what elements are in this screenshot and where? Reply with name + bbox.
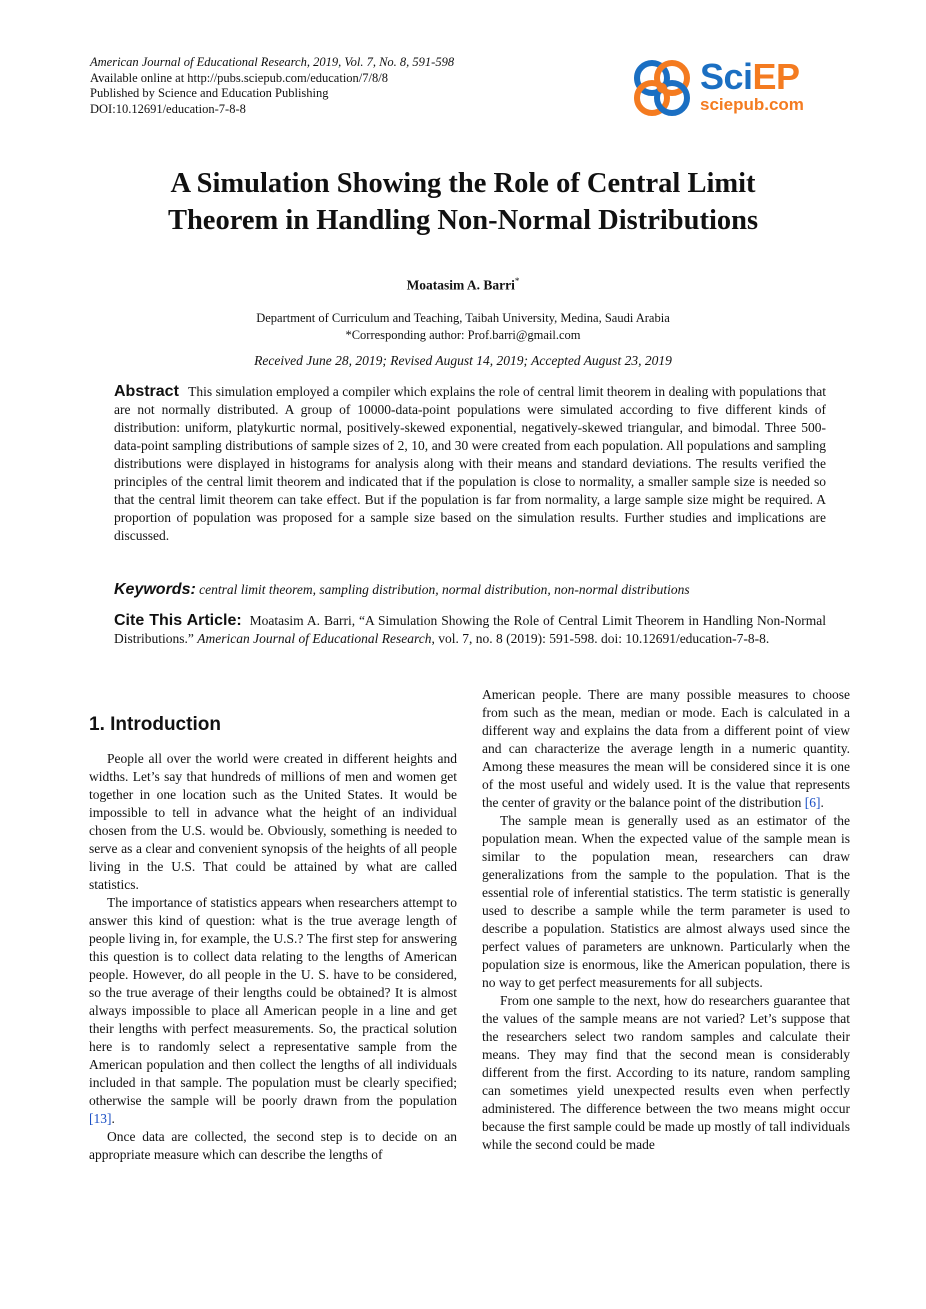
author-line xyxy=(0,276,926,294)
abstract xyxy=(114,383,826,545)
paragraph-text: People all over the world were created in different heights and widths. Let’s say that hundreds of millions of men and women get together in one location such as the United States. It would be impossible to tell in advance what the height of an individual chosen from the U.S. would be. Obviously, something is needed to serve as a clear and convenient synopsis of the heights of all people living in the U.S. That could be attained by what are called statistics. xyxy=(89,751,457,892)
doi-line: DOI:10.12691/education-7-8-8 xyxy=(90,101,246,116)
paragraph-text: The importance of statistics appears when researchers attempt to answer this kind of question: what is the true average length of people living in, for example, the U.S.? The first step for answering this question is to collect data relating to the lengths of American people. However, do all people in the U. S. have to be considered, so the true average of their lengths could be obtained? It is almost always impossible to place all American people in a line and get their lengths with perfect measurements. So, the practical solution here is to randomly select a representative sample from the American population and then collect the lengths of all individuals included in that sample. The population must be clearly specified; otherwise the sample will be poorly drawn from the population xyxy=(89,895,457,1108)
sciep-emblem-icon xyxy=(630,58,694,120)
cite-label: Cite This Article: xyxy=(114,612,242,629)
paragraph xyxy=(482,686,850,812)
reference-link-13[interactable]: [13] xyxy=(89,1111,112,1126)
paragraph xyxy=(89,750,457,894)
cite-text-part2: , vol. 7, no. 8 (2019): 591-598. doi: 10.12691/education-7-8-8. xyxy=(431,631,770,646)
corresponding-mark: * xyxy=(514,276,520,286)
sciep-logo[interactable] xyxy=(630,58,860,120)
journal-citation-line: American Journal of Educational Research, 2019, Vol. 7, No. 8, 591-598 xyxy=(90,55,455,69)
sciep-url: sciepub.com xyxy=(700,95,804,114)
reference-link-6[interactable]: [6] xyxy=(804,795,821,810)
keywords-label-text: Keywords xyxy=(114,581,191,598)
keywords-label xyxy=(114,581,196,598)
abstract-text: This simulation employed a compiler which explains the role of central limit theorem in dealing with populations that are not normally distributed. A group of 10000-data-point populations were simulated according to five different kinds of distribution: uniform, platykurtic normal, positively-skewed exponential, negatively-skewed triangular, and bimodal. Three 500-data-point sampling distributions of sample sizes of 2, 10, and 30 were created from each population. All populations and sampling distributions were displayed in histograms for analysis along with their means and standard deviations. The results verified the principles of the central limit theorem and indicated that if the population is close to normality, a smaller sample size is needed so that the central limit theorem can take effect. But if the population is far from normality, a large sample size might be required. A proportion of population was proposed for a sample size based on the simulation results. Further studies and implications are discussed. xyxy=(114,384,826,543)
affiliation-department: Department of Curriculum and Teaching, Taibah University, Medina, Saudi Arabia xyxy=(256,311,670,325)
keywords-text: central limit theorem, sampling distribution, normal distribution, non-normal distributions xyxy=(199,582,690,597)
paragraph-text: American people. There are many possible measures to choose from such as the mean, median or mode. Each is calculated in a different way and explains the data from a different point of view and can characterize the average length in a numeric quantity. Among these measures the mean will be considered since it is one of the most useful and widely used. It is the value that represents the center of gravity or the balance point of the distribution xyxy=(482,687,850,810)
paragraph xyxy=(89,894,457,1128)
right-column xyxy=(482,686,850,1154)
paragraph-text: The sample mean is generally used as an estimator of the population mean. When the expected value of the sample mean is similar to the population mean, researchers can draw generalizations from the sample to the population. That is the essential role of inferential statistics. The term statistic is generally used to describe a sample while the term parameter is used to describe a population. Statistics are almost always used since the perfect values of parameters are unknown. Particularly when the population size is enormous, like the American population, there is no way to get perfect measurements for all subjects. xyxy=(482,813,850,990)
journal-meta xyxy=(90,55,454,117)
paragraph-text: From one sample to the next, how do researchers guarantee that the values of the sample means are not varied? Let’s suppose that the researchers select two random samples and calculate their means. They may find that the second mean is considerably different from the first. According to its nature, random sampling can sometimes yield unexpected results even when perfectly administered. The difference between the two means might occur because the first sample could be made up mostly of tall individuals while the second could be made xyxy=(482,993,850,1152)
cite-journal: American Journal of Educational Research xyxy=(197,631,432,646)
keywords-colon: : xyxy=(190,581,196,598)
paragraph-text: . xyxy=(820,795,824,810)
paragraph-text: Once data are collected, the second step is to decide on an appropriate measure which can describe the lengths of xyxy=(89,1129,457,1162)
publisher-line: Published by Science and Education Publishing xyxy=(90,86,329,100)
section-heading-introduction: 1. Introduction xyxy=(89,714,221,735)
paper-title xyxy=(60,165,866,239)
cite-this-article xyxy=(114,612,826,648)
paragraph xyxy=(89,1128,457,1164)
publication-dates: Received June 28, 2019; Revised August 14, 2019; Accepted August 23, 2019 xyxy=(254,353,672,368)
sciep-wordmark-sci: Sci xyxy=(700,56,753,97)
paragraph xyxy=(482,992,850,1154)
sciep-wordmark-ep: EP xyxy=(752,56,800,97)
journal-url-line: Available online at http://pubs.sciepub.com/education/7/8/8 xyxy=(90,70,388,85)
corresponding-author: *Corresponding author: Prof.barri@gmail.com xyxy=(345,327,581,342)
paragraph-text: . xyxy=(111,1111,115,1126)
affiliation xyxy=(0,310,926,343)
left-column xyxy=(89,750,457,1164)
paper-title-line-1: A Simulation Showing the Role of Central Limit xyxy=(170,168,756,199)
abstract-label: Abstract xyxy=(114,383,179,400)
cite-text-part1: Moatasim A. Barri, “A Simulation Showing the Role of Central Limit Theorem in Handling Non-Normal Distributions.” xyxy=(114,613,826,646)
paper-title-line-2: Theorem in Handling Non-Normal Distributions xyxy=(167,205,759,236)
keywords xyxy=(114,581,826,599)
sciep-wordmark xyxy=(700,58,800,96)
author-name: Moatasim A. Barri xyxy=(406,277,515,293)
paragraph xyxy=(482,812,850,992)
